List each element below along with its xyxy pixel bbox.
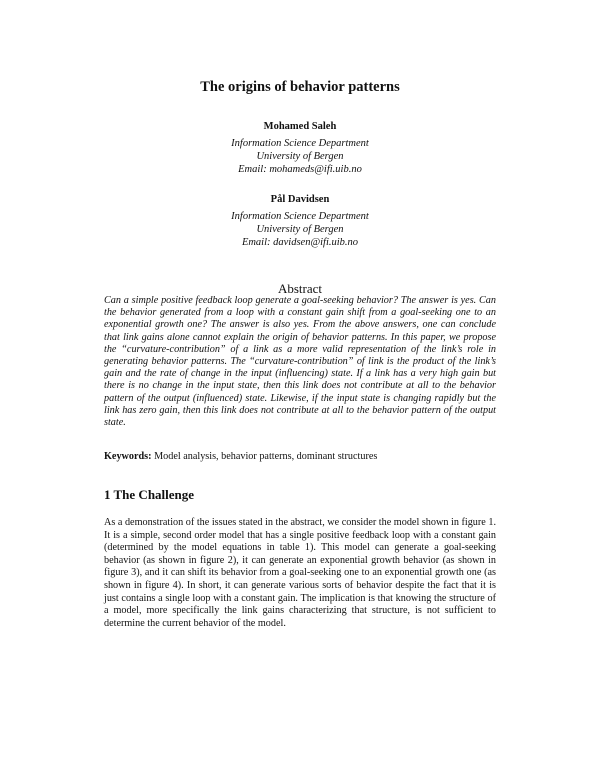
section-body-text: As a demonstration of the issues stated in the abstract, we consider the model shown in figure 1. It is a simple, second order model that has a single positive feedback loop with a constant gain (determined by the model equations in table 1). This model can generate a goal-seeking behavior (as shown in figure 2), it can generate an exponential growth behavior (as shown in figure 3), and it can shift its behavior from a goal-seeking one to an exponential growth one (as shown in figure 4). In short, it can generate various sorts of behavior despite the fact that it is just contains a single loop with a constant gain. The implication is that knowing the structure of a model, more specifically the link gains characterizing that structure, is not sufficient to determine the current behavior of the model. — [104, 517, 496, 629]
section-heading: 1 The Challenge — [104, 487, 195, 502]
keywords-label: Keywords: — [104, 451, 152, 462]
author-name-2: Pål Davidsen — [270, 194, 330, 205]
abstract-heading: Abstract — [277, 281, 323, 296]
author-email-1: Email: mohameds@ifi.uib.no — [238, 164, 362, 175]
author-name-1: Mohamed Saleh — [263, 121, 337, 132]
author-department-2: Information Science Department — [231, 211, 369, 222]
paper-title: The origins of behavior patterns — [200, 79, 400, 95]
abstract-text: Can a simple positive feedback loop generate a goal-seeking behavior? The answer is yes. Can the behavior generated from a loop with a constant gain shift from a goal-seeking one to an exponential growth one? The answer is also yes. From the above answers, one can conclude that link gains alone cannot explain the origin of behavior patterns. In this paper, we propose the “curvature-contribution” of a link as a more valid representation of the link’s role in generating behavior patterns. The “curvature-contribution” of link is the product of the link’s gain and the rate of change in the input (influencing) state. If a link has a very high gain but there is no change in the input state, then this link does not contribute at all to the behavior pattern of the output (influenced) state. Likewise, if the input state is changing rapidly but the link has zero gain, then this link does not contribute at all to the behavior pattern of the output state. — [104, 295, 496, 429]
keywords-text: Model analysis, behavior patterns, dominant structures — [154, 451, 378, 462]
author-university-1: University of Bergen — [256, 151, 344, 162]
author-affiliation-1 — [0, 137, 600, 176]
author-affiliation-2 — [0, 210, 600, 249]
author-email-2: Email: davidsen@ifi.uib.no — [241, 237, 359, 248]
keywords-line — [104, 451, 496, 463]
author-university-2: University of Bergen — [256, 224, 344, 235]
author-department-1: Information Science Department — [231, 138, 369, 149]
